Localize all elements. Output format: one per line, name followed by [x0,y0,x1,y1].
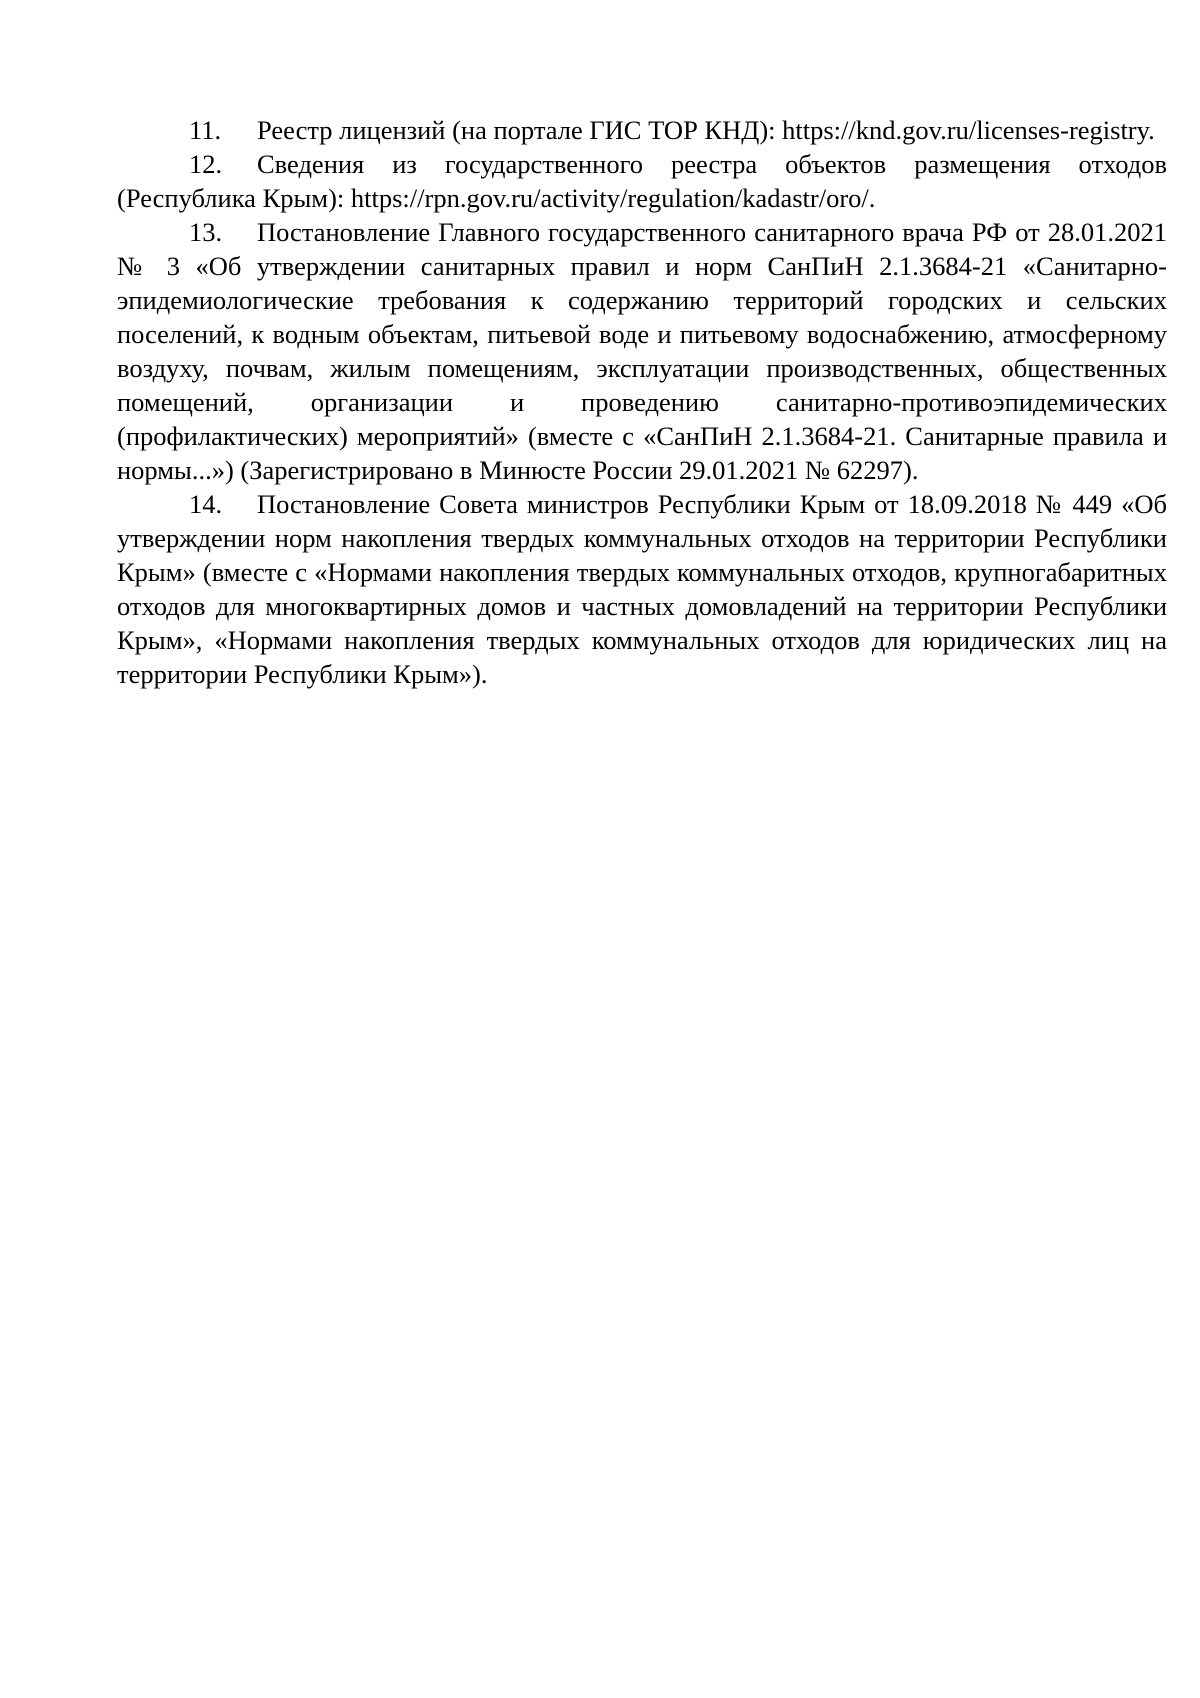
item-text: Сведения из государственного реестра объектов размещения отходов (Республика Крым): https://rpn.gov.ru/activity/regulation/kadastr/oro/. [117,149,1167,213]
list-item-12 [117,147,1167,215]
document-body [117,113,1167,691]
item-number: 12. [189,149,223,179]
item-number: 11. [189,115,222,145]
list-item-13 [117,215,1167,487]
item-number: 14. [189,489,223,519]
list-item-14 [117,487,1167,691]
item-number: 13. [189,217,223,247]
item-text: Постановление Главного государственного санитарного врача РФ от 28.01.2021 № 3 «Об утверждении санитарных правил и норм СанПиН 2.1.3684-21 «Санитарно-эпидемиологические требования к содержанию территорий городских и сельских поселений, к водным объектам, питьевой воде и питьевому водоснабжению, атмосферному воздуху, почвам, жилым помещениям, эксплуатации производственных, общественных помещений, организации и проведению санитарно-противоэпидемических (профилактических) мероприятий» (вместе с «СанПиН 2.1.3684-21. Санитарные правила и нормы...») (Зарегистрировано в Минюсте России 29.01.2021 № 62297). [117,217,1167,485]
item-text: Реестр лицензий (на портале ГИС ТОР КНД): https://knd.gov.ru/licenses-registry. [257,115,1155,145]
list-item-11 [117,113,1167,147]
item-text: Постановление Совета министров Республики Крым от 18.09.2018 № 449 «Об утверждении норм накопления твердых коммунальных отходов на территории Республики Крым» (вместе с «Нормами накопления твердых коммунальных отходов, крупногабаритных отходов для многоквартирных домов и частных домовладений на территории Республики Крым», «Нормами накопления твердых коммунальных отходов для юридических лиц на территории Республики Крым»). [117,489,1167,689]
